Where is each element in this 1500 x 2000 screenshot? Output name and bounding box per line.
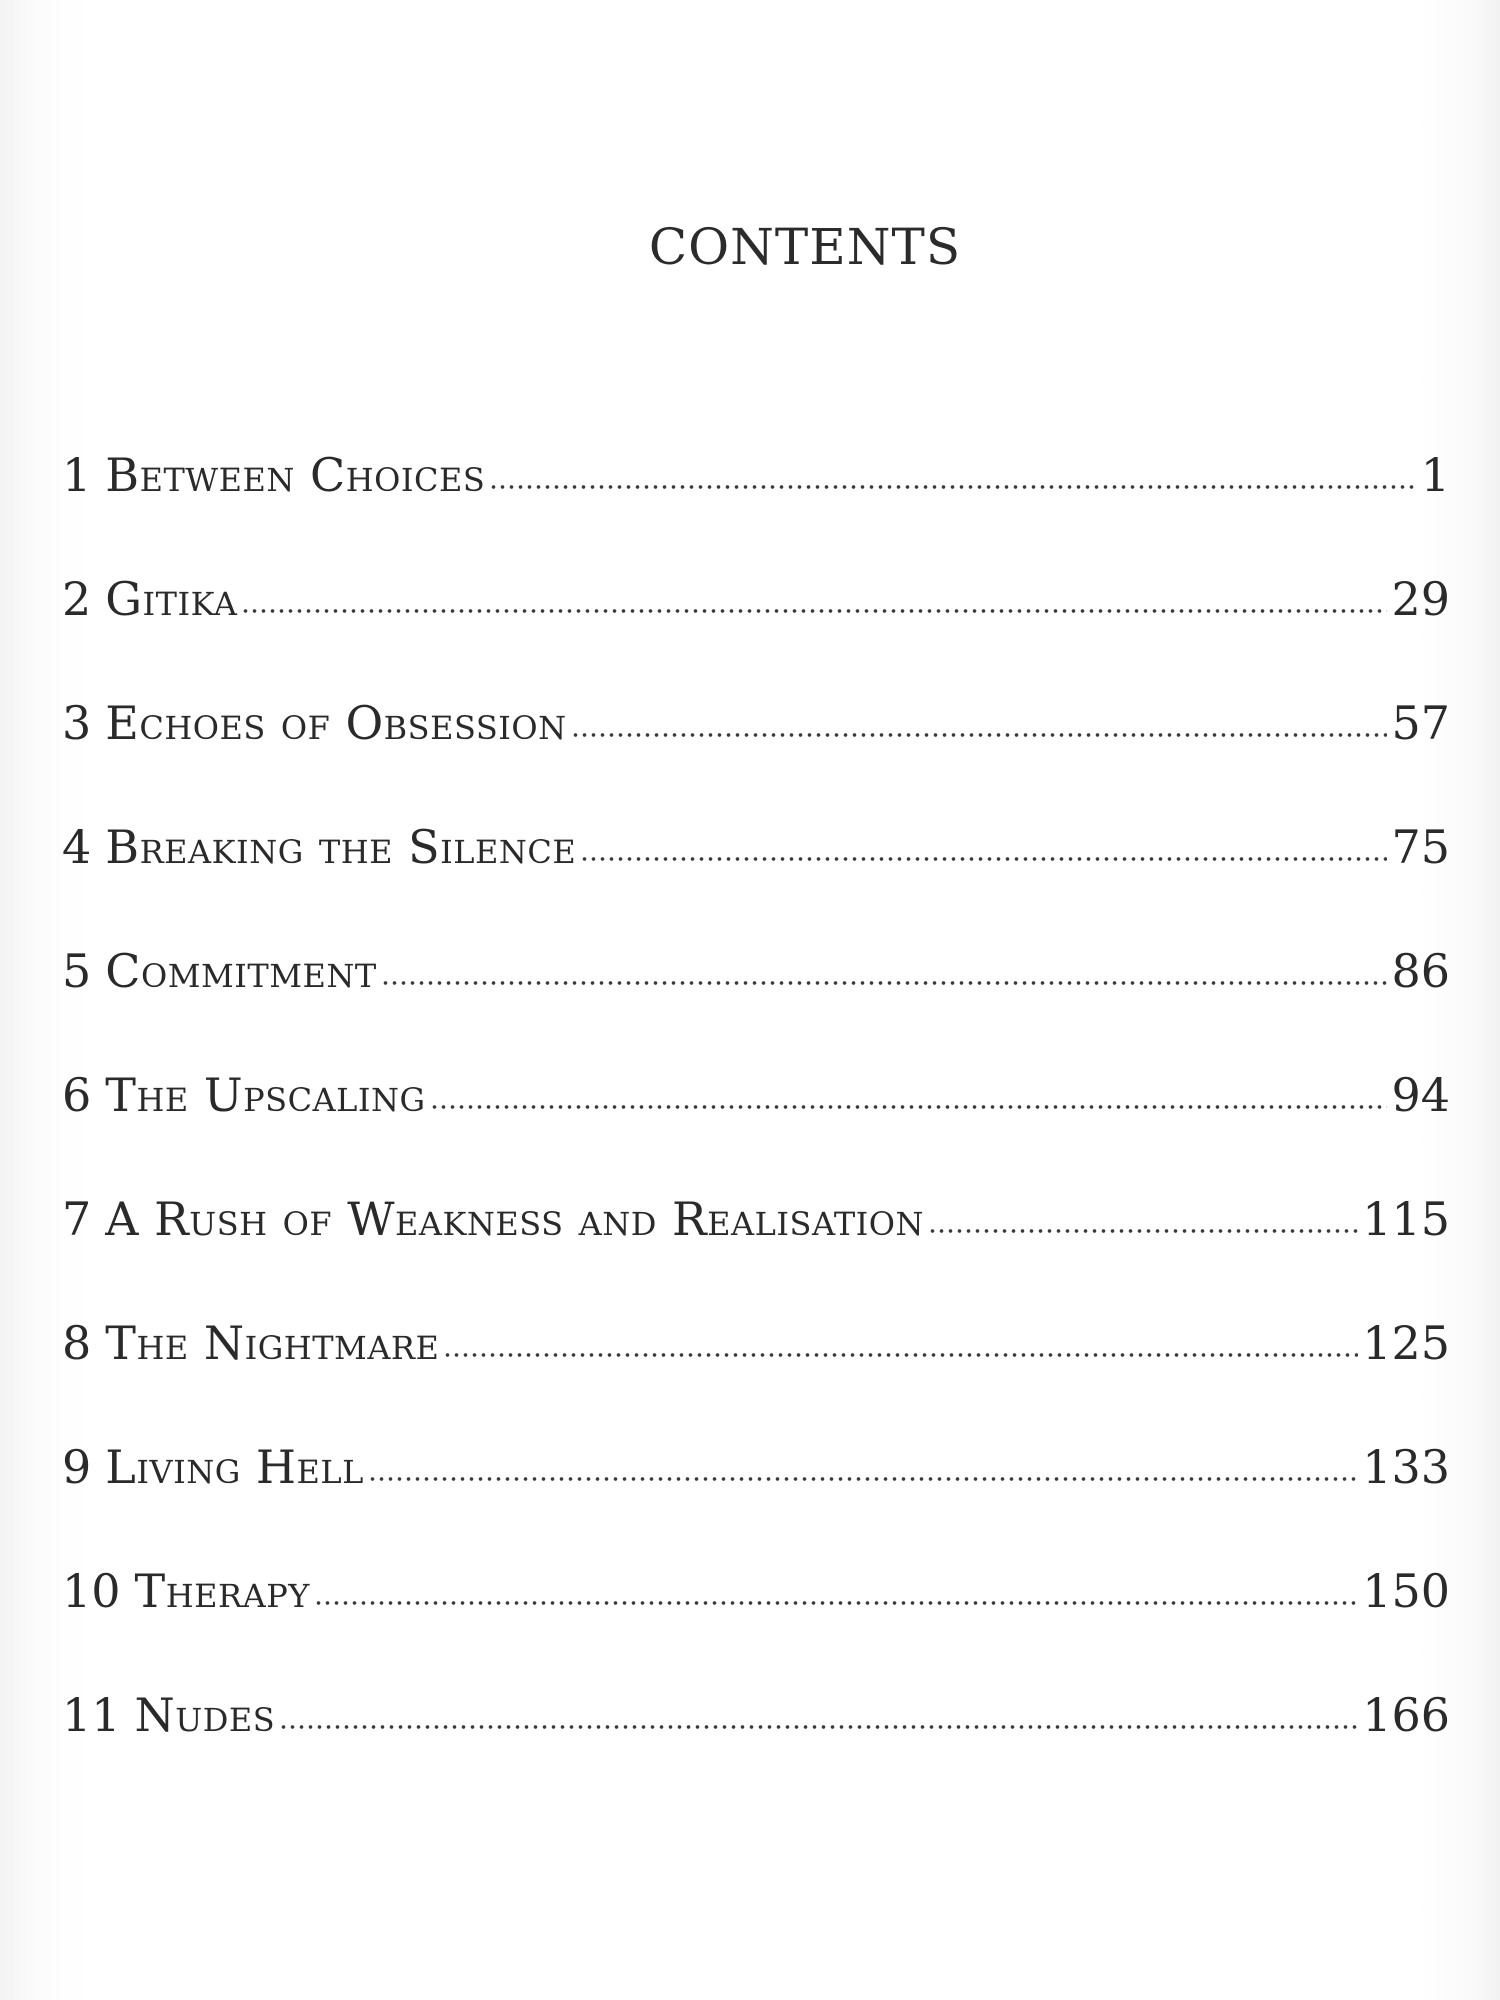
dot-leader xyxy=(580,855,1387,863)
chapter-title: Commitment xyxy=(105,944,377,998)
chapter-number: 2 xyxy=(62,572,92,626)
dot-leader xyxy=(489,483,1416,491)
page-number: 75 xyxy=(1391,820,1450,874)
chapter-title: The Nightmare xyxy=(105,1316,440,1370)
chapter-number: 11 xyxy=(62,1688,121,1742)
chapter-number: 9 xyxy=(62,1440,92,1494)
chapter-title: A Rush of Weakness and Realisation xyxy=(105,1192,925,1246)
page-number: 86 xyxy=(1391,944,1450,998)
chapter-number: 4 xyxy=(62,820,92,874)
chapter-title: Echoes of Obsession xyxy=(105,696,567,750)
toc-entry-3[interactable] xyxy=(62,696,1450,820)
dot-leader xyxy=(241,607,1387,615)
page-number: 166 xyxy=(1362,1688,1450,1742)
page-number: 1 xyxy=(1420,448,1450,502)
toc-entry-1[interactable] xyxy=(62,448,1450,572)
toc-entry-11[interactable] xyxy=(62,1688,1450,1812)
page-number: 94 xyxy=(1391,1068,1450,1122)
dot-leader xyxy=(368,1475,1358,1483)
dot-leader xyxy=(381,979,1388,987)
chapter-title: Between Choices xyxy=(105,448,486,502)
toc-entry-6[interactable] xyxy=(62,1068,1450,1192)
chapter-number: 8 xyxy=(62,1316,92,1370)
chapter-title: Gitika xyxy=(105,572,238,626)
chapter-number: 5 xyxy=(62,944,92,998)
chapter-number: 1 xyxy=(62,448,92,502)
page-title: CONTENTS xyxy=(648,218,962,276)
page-number: 29 xyxy=(1391,572,1450,626)
chapter-title: Therapy xyxy=(134,1564,310,1618)
dot-leader xyxy=(928,1227,1358,1235)
chapter-title: The Upscaling xyxy=(105,1068,426,1122)
table-of-contents xyxy=(62,448,1450,1812)
page-number: 115 xyxy=(1362,1192,1450,1246)
page-number: 150 xyxy=(1362,1564,1450,1618)
page-number: 133 xyxy=(1362,1440,1450,1494)
dot-leader xyxy=(430,1103,1388,1111)
toc-entry-4[interactable] xyxy=(62,820,1450,944)
toc-entry-7[interactable] xyxy=(62,1192,1450,1316)
dot-leader xyxy=(314,1599,1358,1607)
page-number: 57 xyxy=(1391,696,1450,750)
chapter-number: 7 xyxy=(62,1192,92,1246)
dot-leader xyxy=(443,1351,1358,1359)
chapter-number: 6 xyxy=(62,1068,92,1122)
toc-entry-5[interactable] xyxy=(62,944,1450,1068)
chapter-title: Breaking the Silence xyxy=(105,820,577,874)
dot-leader xyxy=(571,731,1388,739)
chapter-title: Living Hell xyxy=(105,1440,364,1494)
toc-entry-10[interactable] xyxy=(62,1564,1450,1688)
toc-entry-9[interactable] xyxy=(62,1440,1450,1564)
toc-entry-8[interactable] xyxy=(62,1316,1450,1440)
chapter-number: 3 xyxy=(62,696,92,750)
toc-entry-2[interactable] xyxy=(62,572,1450,696)
dot-leader xyxy=(279,1723,1358,1731)
chapter-title: Nudes xyxy=(134,1688,276,1742)
page-number: 125 xyxy=(1362,1316,1450,1370)
chapter-number: 10 xyxy=(62,1564,121,1618)
